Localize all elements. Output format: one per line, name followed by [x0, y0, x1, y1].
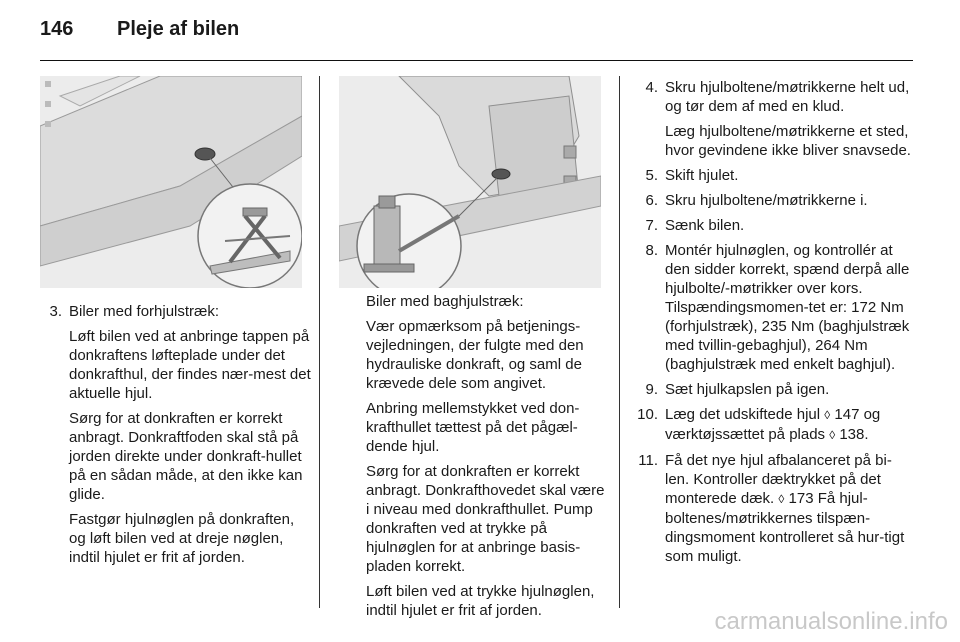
rear-drive-paragraph-1: Vær opmærksom på betjenings-vejledningen, der fulgte med den hydrauliske donkraft, og saml de krævede dele som angivet. — [366, 318, 584, 392]
step-10-text-b: og værktøjssættet på plads — [665, 406, 881, 443]
step-9-text: Sæt hjulkapslen på igen. — [665, 381, 830, 398]
reference-arrow-icon: ◊ — [829, 428, 836, 442]
step-3-paragraph-3: Fastgør hjulnøglen på donkraften, og løft bilen ved at dreje nøglen, indtil hjulet er frit af jorden. — [69, 511, 295, 566]
step-3-number: 3. — [49, 303, 62, 320]
column-1 — [40, 302, 312, 573]
step-10-page-ref-1[interactable]: 147 — [834, 406, 860, 423]
rear-drive-paragraph-2: Anbring mellemstykket ved don-krafthullet tættest på det pågæl-dende hjul. — [366, 400, 580, 455]
figure-rear-jack — [339, 76, 601, 288]
step-4-note: Læg hjulboltene/møtrikkerne et sted, hvor gevindene ikke bliver snavsede. — [665, 123, 911, 159]
front-jack-illustration — [40, 76, 302, 288]
step-10-number: 10. — [637, 406, 658, 423]
page-title: Pleje af bilen — [117, 18, 240, 40]
step-7-number: 7. — [645, 217, 658, 234]
step-10 — [636, 405, 912, 445]
rear-drive-lead: Biler med baghjulstræk: — [366, 293, 524, 310]
page-number: 146 — [40, 18, 74, 40]
rear-drive-paragraph-4: Løft bilen ved at trykke hjulnøglen, indtil hjulet er frit af jorden. — [366, 583, 595, 619]
step-11-number: 11. — [638, 452, 658, 469]
step-8-number: 8. — [645, 242, 658, 259]
step-7-text: Sænk bilen. — [665, 217, 745, 234]
header-rule — [40, 60, 913, 61]
step-3-lead: Biler med forhjulstræk: — [69, 303, 220, 320]
step-5 — [636, 166, 912, 185]
column-divider-2 — [619, 76, 620, 608]
step-6-number: 6. — [645, 192, 658, 209]
step-3 — [40, 302, 312, 321]
step-4 — [636, 78, 912, 116]
step-7 — [636, 216, 912, 235]
figure-front-jack — [40, 76, 302, 288]
step-11-page-ref[interactable]: 173 — [788, 490, 814, 507]
column-2 — [366, 292, 611, 626]
step-6 — [636, 191, 912, 210]
step-9 — [636, 380, 912, 399]
rear-drive-paragraph-3: Sørg for at donkraften er korrekt anbragt. Donkrafthovedet skal være i niveau med donkrafthullet. Pump donkraften ved at trykke på hjulnøglen for at anbringe basis-pladen korrekt. — [366, 463, 605, 575]
step-4-text: Skru hjulboltene/møtrikkerne helt ud, og tør dem af med en klud. — [665, 79, 910, 115]
step-4-number: 4. — [645, 79, 658, 96]
column-3 — [636, 78, 912, 572]
step-5-text: Skift hjulet. — [665, 167, 739, 184]
step-9-number: 9. — [645, 381, 658, 398]
step-3-paragraph-1: Løft bilen ved at anbringe tappen på donkraftens løfteplade under det donkrafthul, der findes nær-mest det aktuelle hjul. — [69, 328, 311, 402]
step-10-text-c: . — [864, 426, 869, 443]
step-8-text: Montér hjulnøglen, og kontrollér at den sidder korrekt, spænd derpå alle hjulbolte/-møtrikker over kors. Tilspændingsmomen-tet er: 172 Nm (forhjulstræk), 235 Nm (baghjulstræk med tvillin-gebaghjul), 264 Nm (baghjulstræk med enkelt baghjul). — [665, 242, 910, 373]
step-3-paragraph-2: Sørg for at donkraften er korrekt anbragt. Donkraftfoden skal stå på jorden direkte under donkraft-hullet på en sådan måde, at den ikke kan glide. — [69, 410, 303, 503]
step-11-text-a: Få det nye hjul afbalanceret på bi-len. Kontroller dæktrykket på det monterede dæk. — [665, 452, 892, 507]
step-5-number: 5. — [645, 167, 658, 184]
step-11 — [636, 451, 912, 566]
step-10-text-a: Læg det udskiftede hjul — [665, 406, 825, 423]
step-8 — [636, 241, 912, 374]
step-11-text-b: Få hjul-boltenes/møtrikkernes tilspæn-dingsmoment kontrolleret så hur-tigt som muligt. — [665, 490, 905, 565]
reference-arrow-icon: ◊ — [824, 408, 831, 422]
step-10-page-ref-2[interactable]: 138 — [839, 426, 865, 443]
step-6-text: Skru hjulboltene/møtrikkerne i. — [665, 192, 868, 209]
watermark: carmanualsonline.info — [714, 608, 948, 635]
reference-arrow-icon: ◊ — [778, 492, 785, 506]
rear-jack-illustration — [339, 76, 601, 288]
column-divider-1 — [319, 76, 320, 608]
